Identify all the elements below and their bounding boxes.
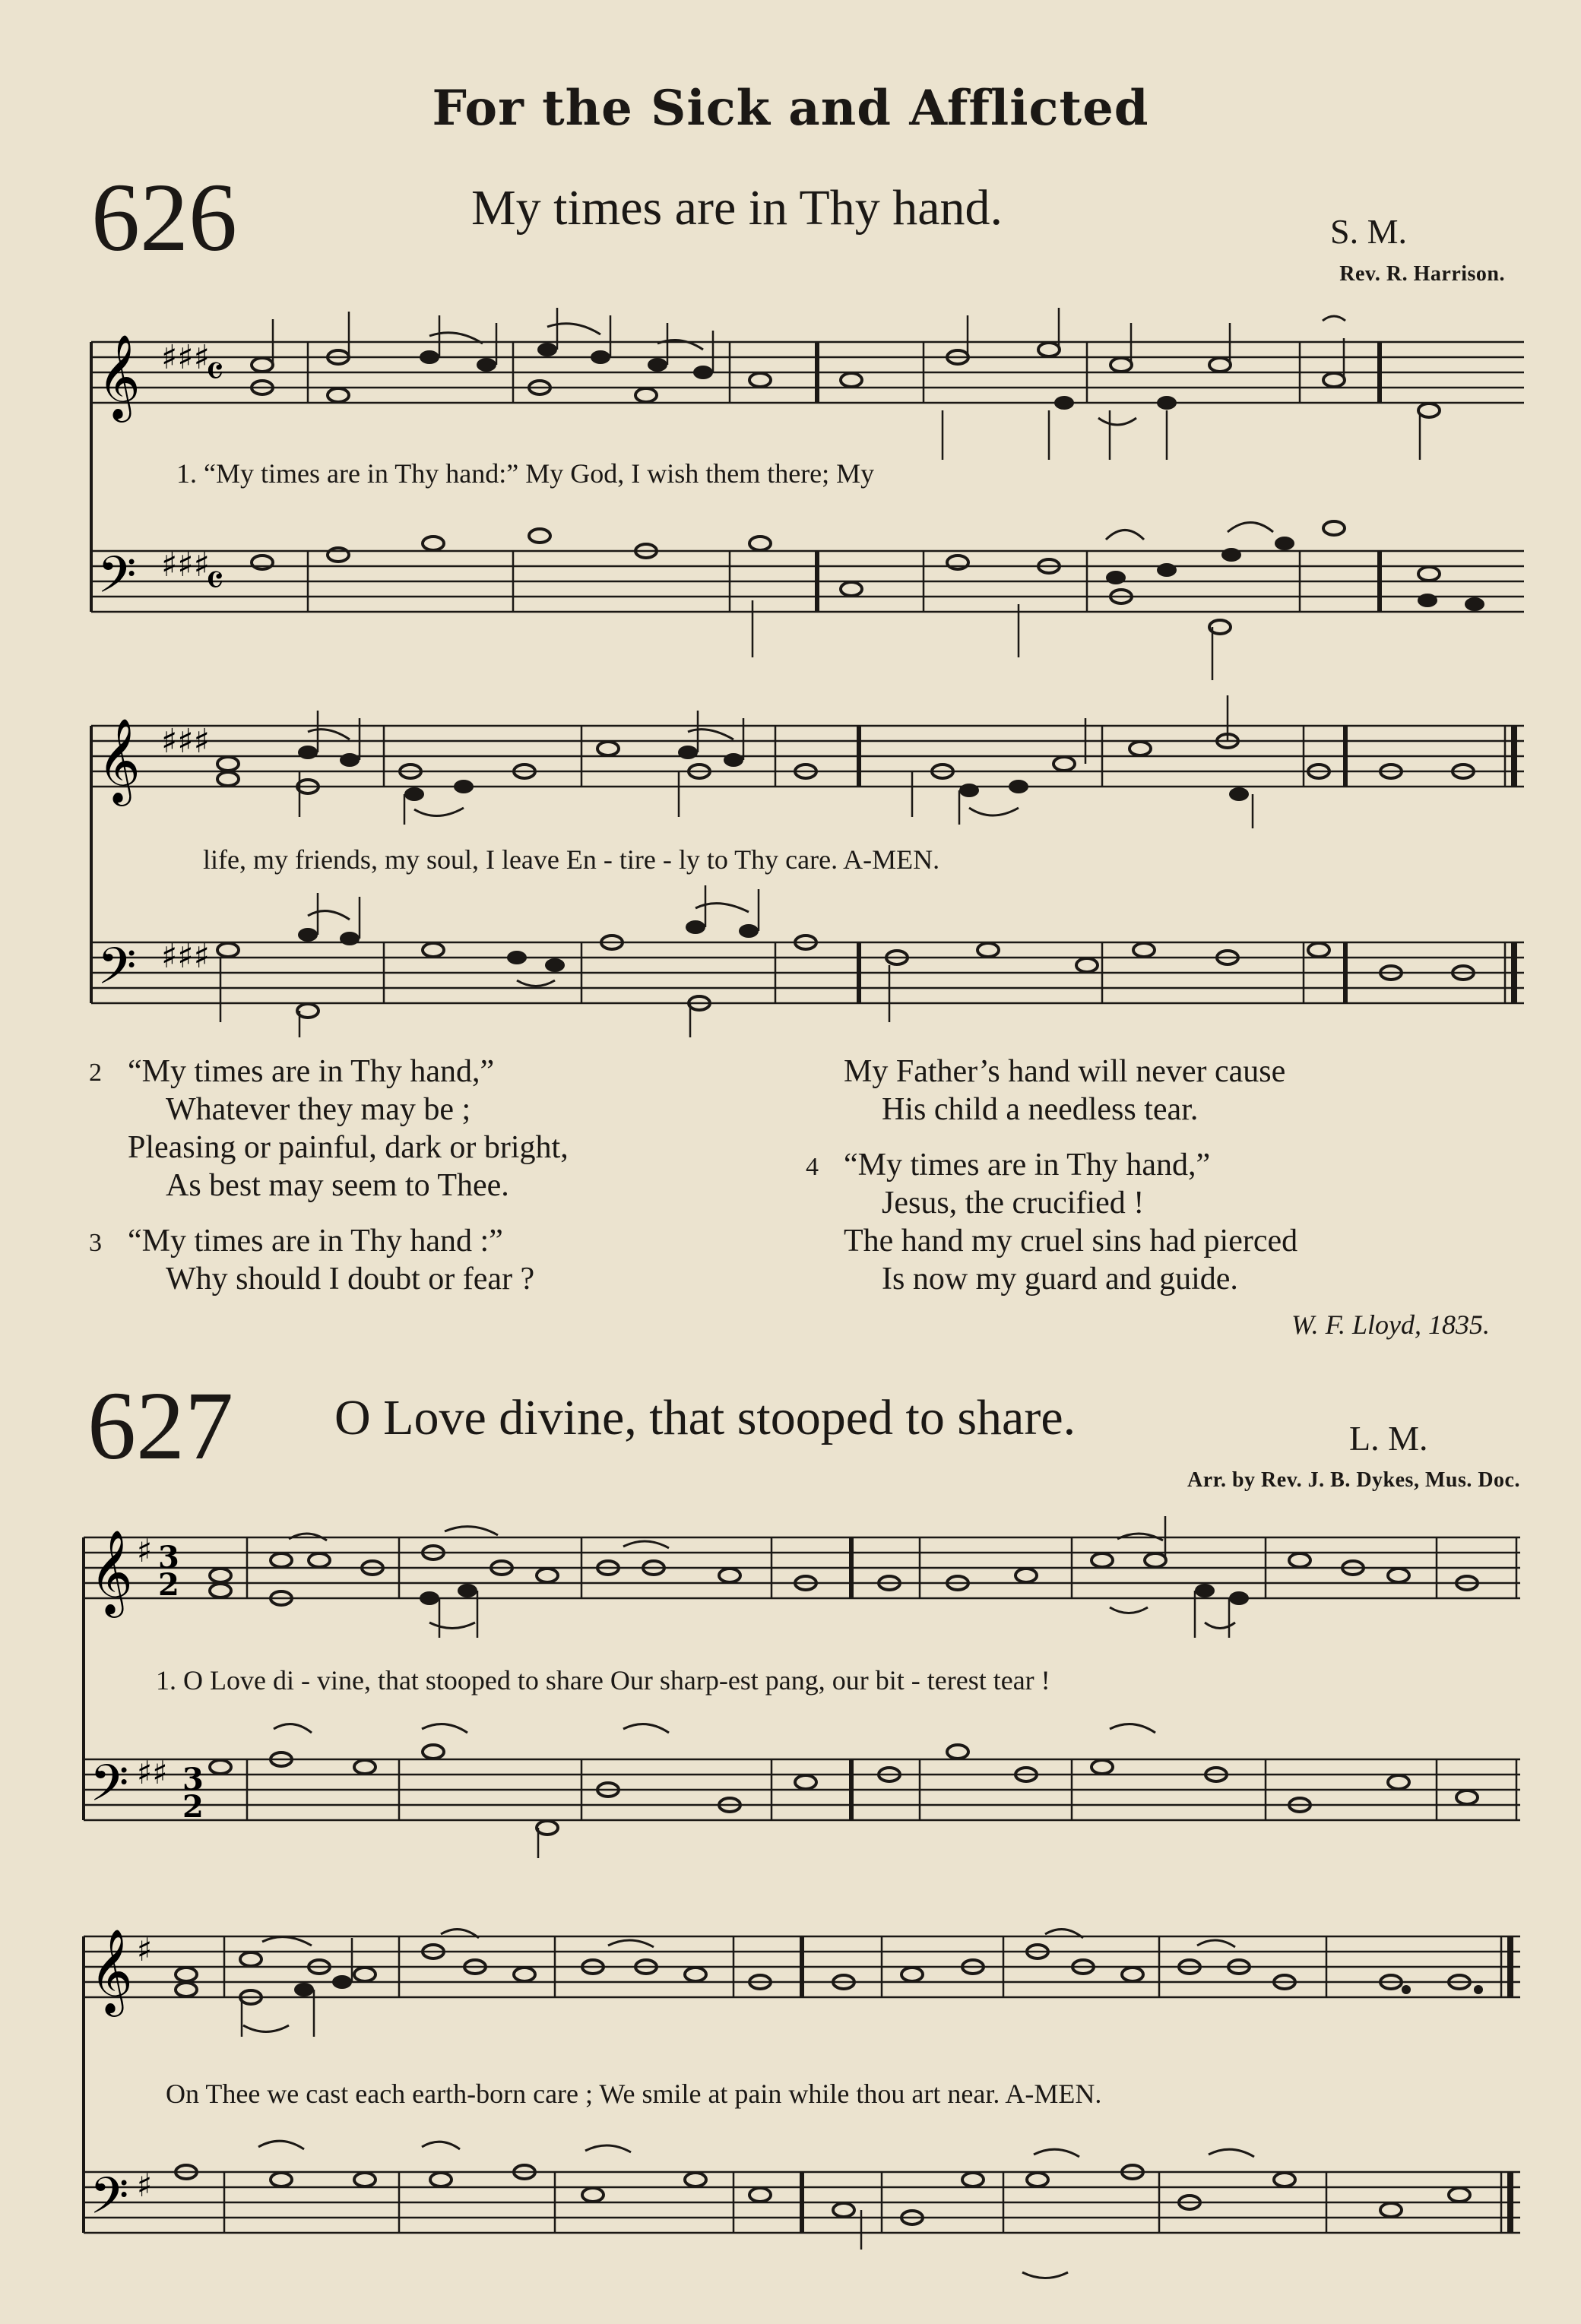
verse-4-line-4: Is now my guard and guide. [882,1262,1238,1297]
hymn-title-627: O Love divine, that stooped to share. [334,1390,1076,1445]
svg-text:3: 3 [182,1762,204,1797]
svg-text:♯: ♯ [137,2167,153,2204]
verse-3-line-1: “My times are in Thy hand :” [128,1224,503,1259]
verse-3-line-2: Why should I doubt or fear ? [166,1262,535,1297]
lyrics-626-line-1: 1. “My times are in Thy hand:” My God, I wish them there; My [176,458,875,489]
svg-text:♯: ♯ [137,1532,153,1569]
hymn-number-627: 627 [87,1372,233,1480]
author-626: W. F. Lloyd, 1835. [1291,1309,1490,1340]
verse-number-4: 4 [806,1153,819,1181]
lyrics-627-line-1: 1. O Love di - vine, that stooped to share Our sharp-est pang, our bit - terest tear ! [156,1665,1050,1696]
verse-3-line-4: His child a needless tear. [882,1092,1199,1127]
verse-3 [128,1222,534,1298]
svg-text:♯♯: ♯♯ [137,1754,168,1791]
bass-clef: 𝄢 [97,546,137,616]
staff-bass [91,551,1524,612]
svg-text:♯♯♯: ♯♯♯ [161,722,210,761]
svg-text:𝄞: 𝄞 [97,717,141,803]
verse-4-line-3: The hand my cruel sins had pierced [844,1224,1298,1259]
verse-4 [844,1146,1297,1298]
treble-clef: 𝄞 [97,334,141,419]
verse-3-continued [844,1053,1285,1129]
svg-text:♯♯♯: ♯♯♯ [161,937,210,976]
lyrics-626-line-2: life, my friends, my soul, I leave En - tire - ly to Thy care. A-MEN. [203,844,940,875]
svg-text:𝄞: 𝄞 [90,1928,133,2013]
svg-text:3: 3 [158,1540,179,1575]
verse-3-line-3: My Father’s hand will never cause [844,1054,1286,1089]
staff-treble [91,342,1524,403]
verse-2 [128,1053,569,1205]
hymn-number-626: 626 [91,163,237,271]
svg-text:𝄞: 𝄞 [90,1529,133,1614]
verse-number-2: 2 [89,1059,102,1087]
section-title: For the Sick and Afflicted [432,80,1149,137]
svg-text:𝄢: 𝄢 [90,2167,129,2237]
key-signature: ♯♯♯ [161,338,210,377]
verse-2-line-3: Pleasing or painful, dark or bright, [128,1130,569,1165]
svg-text:𝄢: 𝄢 [97,937,137,1008]
svg-text:𝄢: 𝄢 [90,1754,129,1825]
svg-text:2: 2 [182,1789,204,1825]
svg-text:𝄴: 𝄴 [205,556,225,606]
svg-text:2: 2 [158,1567,179,1603]
verse-2-line-4: As best may seem to Thee. [166,1168,509,1203]
svg-text:♯: ♯ [137,1931,153,1968]
verse-4-line-1: “My times are in Thy hand,” [844,1148,1211,1183]
hymn-composer-627: Arr. by Rev. J. B. Dykes, Mus. Doc. [1187,1468,1520,1492]
verse-2-line-2: Whatever they may be ; [166,1092,471,1127]
hymn-meter-627: L. M. [1349,1419,1428,1458]
svg-text:♯♯♯: ♯♯♯ [161,546,210,584]
stems [273,308,1420,680]
verse-4-line-2: Jesus, the crucified ! [882,1186,1145,1221]
lyrics-627-line-2: On Thee we cast each earth-born care ; We smile at pain while thou art near. A-MEN. [166,2079,1102,2109]
verse-number-3: 3 [89,1229,102,1257]
hymn-meter-626: S. M. [1330,212,1407,251]
music-system-626-1 [0,304,1581,699]
verse-2-line-1: “My times are in Thy hand,” [128,1054,495,1089]
hymn-title-626: My times are in Thy hand. [471,180,1003,236]
hymn-composer-626: Rev. R. Harrison. [1339,262,1505,286]
slurs [429,316,1345,540]
time-signature: 𝄴 [205,347,225,397]
